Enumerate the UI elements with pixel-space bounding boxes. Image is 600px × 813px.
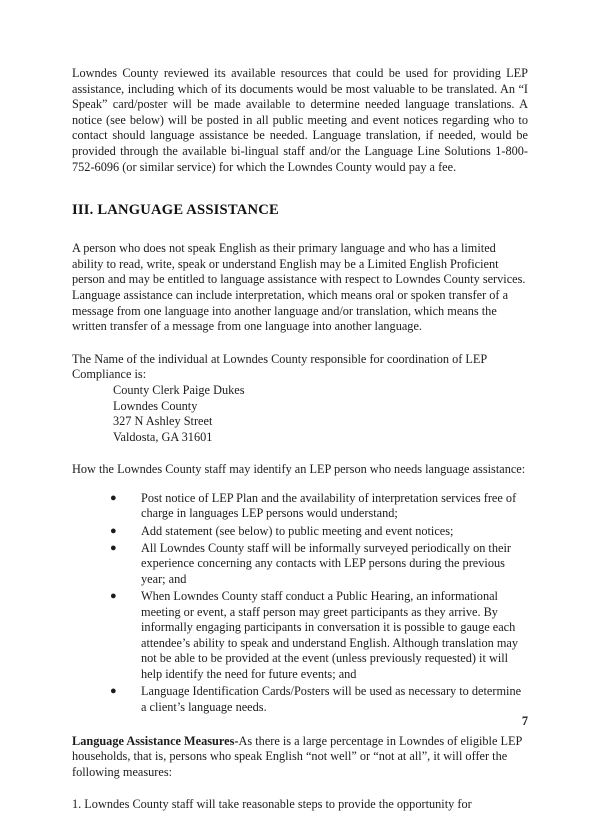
paragraph-language-assistance-measures <box>72 734 528 781</box>
address-line: Valdosta, GA 31601 <box>113 429 213 444</box>
spacer <box>72 175 528 201</box>
page-number: 7 <box>521 714 528 728</box>
measures-heading-inline: Language Assistance Measures- <box>72 733 239 748</box>
list-item-text: Language Identification Cards/Posters will be used as necessary to determine a client’s language needs. <box>141 684 522 714</box>
spacer <box>72 220 528 241</box>
spacer <box>72 335 528 352</box>
list-item <box>72 589 528 683</box>
bullet-point-icon: ● <box>110 685 117 697</box>
bullet-point-icon: ● <box>110 541 117 554</box>
address-line: 327 N Ashley Street <box>113 414 213 429</box>
list-item-text: All Lowndes County staff will be informally surveyed periodically on their experience concerning any contacts with LEP persons during the previous year; and <box>141 540 511 586</box>
coordinator-address-block <box>72 383 528 445</box>
paragraph-lep-definition: A person who does not speak English as their primary language and who has a limited ability to read, write, speak or understand English may be a Limited English Proficient person and may be entitled to language assistance with respect to Lowndes County services. Language assistance can include interpretation, which means oral or spoken transfer of a message from one language into another language and/or translation, which means the written transfer of a message from one language into another language. <box>72 241 526 334</box>
spacer <box>72 445 528 462</box>
paragraph-coordinator-intro: The Name of the individual at Lowndes County responsible for coordination of LEP Compliance is: <box>72 351 487 382</box>
page-content <box>72 66 528 813</box>
address-line: County Clerk Paige Dukes <box>113 382 245 397</box>
spacer <box>72 478 528 491</box>
list-item <box>72 684 528 715</box>
list-item-text: Post notice of LEP Plan and the availability of interpretation services free of charge in languages LEP persons would understand; <box>141 490 517 521</box>
bullet-point-icon: ● <box>110 524 117 537</box>
list-item-text: When Lowndes County staff conduct a Public Hearing, an informational meeting or event, a staff person may greet participants as they arrive. By informally engaging participants in conversation it is possible to gauge each attendee’s ability to speak and understand English. Although translation may not be able to be provided at the event (unless previously requested) it will help identify the need for future events; and <box>141 588 519 681</box>
page-title: III. LANGUAGE ASSISTANCE <box>72 202 279 219</box>
paragraph-resources-review: Lowndes County reviewed its available resources that could be used for providing LEP assistance, including which of its documents would be most valuable to be translated. An “I Speak” card/poster will be made available to determine needed language translations. A notice (see below) will be posted in all public meeting and event notices regarding who to contact should language assistance be needed. Language translation, if needed, would be provided through the available bi-lingual staff and/or the Language Line Solutions 1-800-752-6096 (or similar service) for which the Lowndes County would pay a fee. <box>72 66 528 174</box>
bullet-point-icon: ● <box>110 491 117 504</box>
paragraph-identify-lep-intro: How the Lowndes County staff may identify an LEP person who needs language assistance: <box>72 462 526 477</box>
list-item <box>72 491 528 522</box>
list-item <box>72 541 528 588</box>
spacer <box>72 780 528 797</box>
identification-methods-list <box>72 491 528 715</box>
bullet-point-icon: ● <box>110 589 117 602</box>
list-item-text: Add statement (see below) to public meeting and event notices; <box>141 523 454 538</box>
numbered-item-1: 1. Lowndes County staff will take reasonable steps to provide the opportunity for <box>72 797 472 812</box>
address-line: Lowndes County <box>113 398 198 413</box>
measures-body-text: As there is a large percentage in Lowndes of eligible LEP households, that is, persons who speak English “not well” or “not at all”, it will offer the following measures: <box>72 733 522 779</box>
list-item <box>72 524 528 540</box>
